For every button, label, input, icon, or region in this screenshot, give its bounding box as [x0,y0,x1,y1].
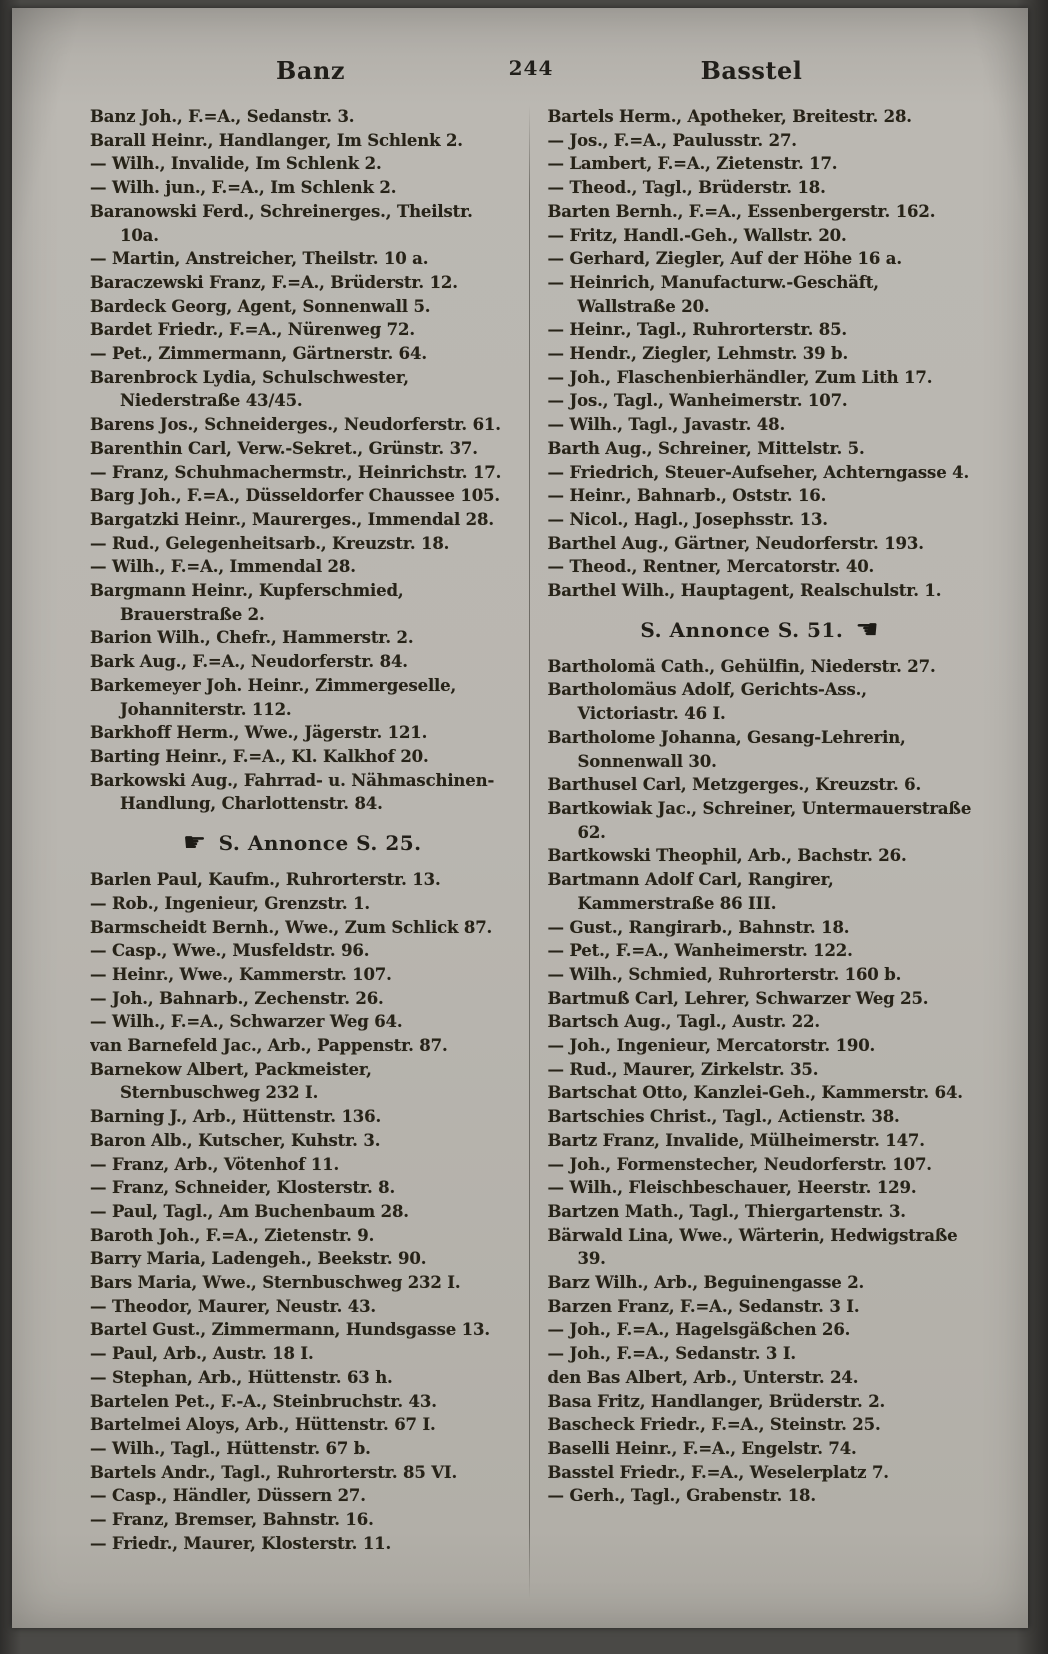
annonce-text: S. Annonce S. 51. [640,617,844,642]
directory-entry: — Paul, Arb., Austr. 18 I. [90,1344,314,1364]
directory-entry: — Rud., Gelegenheitsarb., Kreuzstr. 18. [90,533,450,553]
directory-page [12,8,1028,1628]
directory-entry: — Wilh., F.=A., Schwarzer Weg 64. [90,1012,403,1032]
directory-entry: — Joh., Ingenieur, Mercatorstr. 190. [547,1036,876,1056]
directory-entry: Barthusel Carl, Metzgerges., Kreuzstr. 6. [547,775,922,795]
directory-entry: — Gerhard, Ziegler, Auf der Höhe 16 a. [547,249,902,269]
directory-entry: Barnekow Albert, Packmeister, Sternbuschweg 232 I. [90,1059,372,1103]
directory-entry: Bartmann Adolf Carl, Rangirer, Kammerstraße 86 III. [547,870,834,913]
directory-entry: Barlen Paul, Kaufm., Ruhrorterstr. 13. [90,870,441,890]
directory-entry: — Wilh., Invalide, Im Schlenk 2. [90,154,382,174]
page-header [90,56,972,85]
directory-entry: — Nicol., Hagl., Josephsstr. 13. [547,509,828,529]
directory-entry: — Joh., F.=A., Sedanstr. 3 I. [547,1344,796,1364]
directory-entry: van Barnefeld Jac., Arb., Pappenstr. 87. [90,1036,448,1056]
directory-entry: Bärwald Lina, Wwe., Wärterin, Hedwigstraße 39. [547,1225,958,1269]
annonce-reference [548,614,973,645]
directory-entry: — Wilh., Tagl., Hüttenstr. 67 b. [90,1438,371,1458]
directory-entry: Barg Joh., F.=A., Düsseldorfer Chaussee 105. [90,486,500,506]
directory-entry: Baron Alb., Kutscher, Kuhstr. 3. [90,1130,381,1150]
directory-entry: Barall Heinr., Handlanger, Im Schlenk 2. [90,130,463,150]
directory-entry: — Gust., Rangirarb., Bahnstr. 18. [547,917,850,937]
directory-entry: Banz Joh., F.=A., Sedanstr. 3. [90,107,355,126]
directory-entry: — Theod., Tagl., Brüderstr. 18. [547,178,826,198]
directory-entry: — Heinr., Wwe., Kammerstr. 107. [90,964,392,984]
manicule-left-icon: ☚ [855,614,880,645]
directory-entry: Barkhoff Herm., Wwe., Jägerstr. 121. [90,723,428,743]
directory-entry: Bartzen Math., Tagl., Thiergartenstr. 3. [547,1201,906,1221]
header-left-keyword: Banz [276,56,345,85]
page-number: 244 [508,56,554,80]
directory-entry: Basa Fritz, Handlanger, Brüderstr. 2. [547,1391,886,1411]
directory-entry: Baroth Joh., F.=A., Zietenstr. 9. [90,1225,375,1245]
directory-entry: Bartkowski Theophil, Arb., Bachstr. 26. [547,846,907,866]
directory-entry: Barens Jos., Schneiderges., Neudorferstr. 61. [90,415,501,435]
directory-entry: — Rob., Ingenieur, Grenzstr. 1. [90,893,371,913]
directory-entry: Baranowski Ferd., Schreinerges., Theilstr. 10a. [90,201,473,245]
header-right-half [531,56,972,85]
header-right-keyword: Basstel [700,56,803,85]
directory-entry: Barning J., Arb., Hüttenstr. 136. [90,1107,382,1127]
directory-entry: — Lambert, F.=A., Zietenstr. 17. [547,154,838,174]
directory-entry: — Theod., Rentner, Mercatorstr. 40. [547,557,875,577]
directory-entry: Bartschies Christ., Tagl., Actienstr. 38. [547,1107,900,1127]
directory-entry: Baselli Heinr., F.=A., Engelstr. 74. [547,1438,857,1458]
directory-entry: Barion Wilh., Chefr., Hammerstr. 2. [90,628,414,648]
directory-entry: Bargatzki Heinr., Maurerges., Immendal 28. [90,509,494,529]
directory-entry: Barkowski Aug., Fahrrad- u. Nähmaschinen-Handlung, Charlottenstr. 84. [90,770,495,814]
directory-entry: — Casp., Wwe., Musfeldstr. 96. [90,941,370,961]
directory-entry: Bartholome Johanna, Gesang-Lehrerin, Sonnenwall 30. [547,727,906,771]
directory-entry: — Friedrich, Steuer-Aufseher, Achterngasse 4. [547,462,970,482]
directory-entry: — Joh., F.=A., Hagelsgäßchen 26. [547,1320,851,1340]
directory-entry: — Wilh. jun., F.=A., Im Schlenk 2. [90,178,397,198]
directory-entry: — Fritz, Handl.-Geh., Wallstr. 20. [547,225,847,245]
directory-entry: — Franz, Schuhmachermstr., Heinrichstr. 17. [90,462,502,482]
directory-entry: — Wilh., Fleischbeschauer, Heerstr. 129. [547,1178,917,1198]
directory-entry: Bartz Franz, Invalide, Mülheimerstr. 147. [547,1130,925,1150]
directory-entry: — Paul, Tagl., Am Buchenbaum 28. [90,1201,409,1221]
annonce-text: S. Annonce S. 25. [218,831,422,856]
directory-entry: — Friedr., Maurer, Klosterstr. 11. [90,1533,392,1553]
directory-entry: — Gerh., Tagl., Grabenstr. 18. [547,1486,816,1506]
directory-entry: Barmscheidt Bernh., Wwe., Zum Schlick 87. [90,917,493,937]
directory-entry: Barz Wilh., Arb., Beguinengasse 2. [547,1273,865,1293]
directory-entry: Bartmuß Carl, Lehrer, Schwarzer Weg 25. [547,988,929,1008]
directory-entry: Barry Maria, Ladengeh., Beekstr. 90. [90,1249,427,1269]
directory-entry: — Wilh., F.=A., Immendal 28. [90,557,356,577]
directory-entry: — Theodor, Maurer, Neustr. 43. [90,1296,377,1316]
directory-entry: Barth Aug., Schreiner, Mittelstr. 5. [547,438,865,458]
directory-entry: — Joh., Formenstecher, Neudorferstr. 107. [547,1154,932,1174]
directory-entry: — Franz, Bremser, Bahnstr. 16. [90,1510,374,1530]
left-column [90,105,529,1599]
directory-entry: Bargmann Heinr., Kupferschmied, Brauerstraße 2. [90,581,404,624]
directory-entry: — Stephan, Arb., Hüttenstr. 63 h. [90,1367,393,1387]
annonce-reference [90,828,515,859]
directory-entry: — Wilh., Schmied, Ruhrorterstr. 160 b. [547,964,902,984]
directory-entry: den Bas Albert, Arb., Unterstr. 24. [547,1367,859,1387]
directory-entry: Barkemeyer Joh. Heinr., Zimmergeselle, Johanniterstr. 112. [90,675,457,719]
directory-entry: — Pet., F.=A., Wanheimerstr. 122. [547,941,853,961]
directory-entry: Bartholomäus Adolf, Gerichts-Ass., Victoriastr. 46 I. [547,680,867,724]
directory-entry: — Joh., Flaschenbierhändler, Zum Lith 17. [547,367,933,387]
directory-entry: — Casp., Händler, Düssern 27. [90,1486,366,1506]
two-column-layout [90,105,972,1599]
directory-entry: — Hendr., Ziegler, Lehmstr. 39 b. [547,344,849,364]
directory-entry: Barten Bernh., F.=A., Essenbergerstr. 162. [547,201,936,221]
directory-entry: Bars Maria, Wwe., Sternbuschweg 232 I. [90,1273,461,1293]
directory-entry: — Martin, Anstreicher, Theilstr. 10 a. [90,249,429,269]
directory-entry: — Heinr., Bahnarb., Oststr. 16. [547,486,827,506]
directory-entry: Barthel Aug., Gärtner, Neudorferstr. 193. [547,533,924,553]
directory-entry: Bark Aug., F.=A., Neudorferstr. 84. [90,652,408,672]
directory-entry: Bartel Gust., Zimmermann, Hundsgasse 13. [90,1320,490,1340]
directory-entry: Basstel Friedr., F.=A., Weselerplatz 7. [547,1462,889,1482]
directory-entry: Barzen Franz, F.=A., Sedanstr. 3 I. [547,1296,860,1316]
manicule-right-icon: ☛ [182,828,207,859]
directory-entry: Bartschat Otto, Kanzlei-Geh., Kammerstr. 64. [547,1083,963,1103]
directory-entry: Bartholomä Cath., Gehülfin, Niederstr. 27. [547,656,936,676]
directory-entry: — Franz, Schneider, Klosterstr. 8. [90,1178,396,1198]
directory-entry: Barenbrock Lydia, Schulschwester, Niederstraße 43/45. [90,367,409,411]
directory-entry: Bartelmei Aloys, Arb., Hüttenstr. 67 I. [90,1415,436,1435]
page-content [12,8,1028,1628]
directory-entry: — Pet., Zimmermann, Gärtnerstr. 64. [90,344,427,364]
directory-entry: Bartels Andr., Tagl., Ruhrorterstr. 85 VI. [90,1462,458,1482]
directory-entry: Bartkowiak Jac., Schreiner, Untermauerstraße 62. [547,798,972,842]
directory-entry: Barting Heinr., F.=A., Kl. Kalkhof 20. [90,746,429,766]
directory-entry: Bascheck Friedr., F.=A., Steinstr. 25. [547,1415,881,1435]
directory-entry: — Franz, Arb., Vötenhof 11. [90,1154,340,1174]
directory-entry: Bardet Friedr., F.=A., Nürenweg 72. [90,320,415,340]
directory-entry: — Joh., Bahnarb., Zechenstr. 26. [90,988,384,1008]
directory-entry: Barthel Wilh., Hauptagent, Realschulstr. 1. [547,581,942,601]
directory-entry: Bartelen Pet., F.-A., Steinbruchstr. 43. [90,1391,437,1411]
directory-entry: Barenthin Carl, Verw.-Sekret., Grünstr. 37. [90,438,478,458]
directory-entry: — Jos., Tagl., Wanheimerstr. 107. [547,391,848,411]
directory-entry: Bartsch Aug., Tagl., Austr. 22. [547,1012,820,1032]
directory-entry: Baraczewski Franz, F.=A., Brüderstr. 12. [90,272,458,292]
directory-entry: — Heinrich, Manufacturw.-Geschäft, Wallstraße 20. [547,272,879,316]
directory-entry: — Heinr., Tagl., Ruhrorterstr. 85. [547,320,848,340]
directory-entry: Bartels Herm., Apotheker, Breitestr. 28. [547,107,912,126]
directory-entry: — Wilh., Tagl., Javastr. 48. [547,415,786,435]
right-column [530,105,973,1599]
directory-entry: — Rud., Maurer, Zirkelstr. 35. [547,1059,819,1079]
directory-entry: Bardeck Georg, Agent, Sonnenwall 5. [90,296,431,316]
header-left-half [90,56,531,85]
directory-entry: — Jos., F.=A., Paulusstr. 27. [547,130,797,150]
